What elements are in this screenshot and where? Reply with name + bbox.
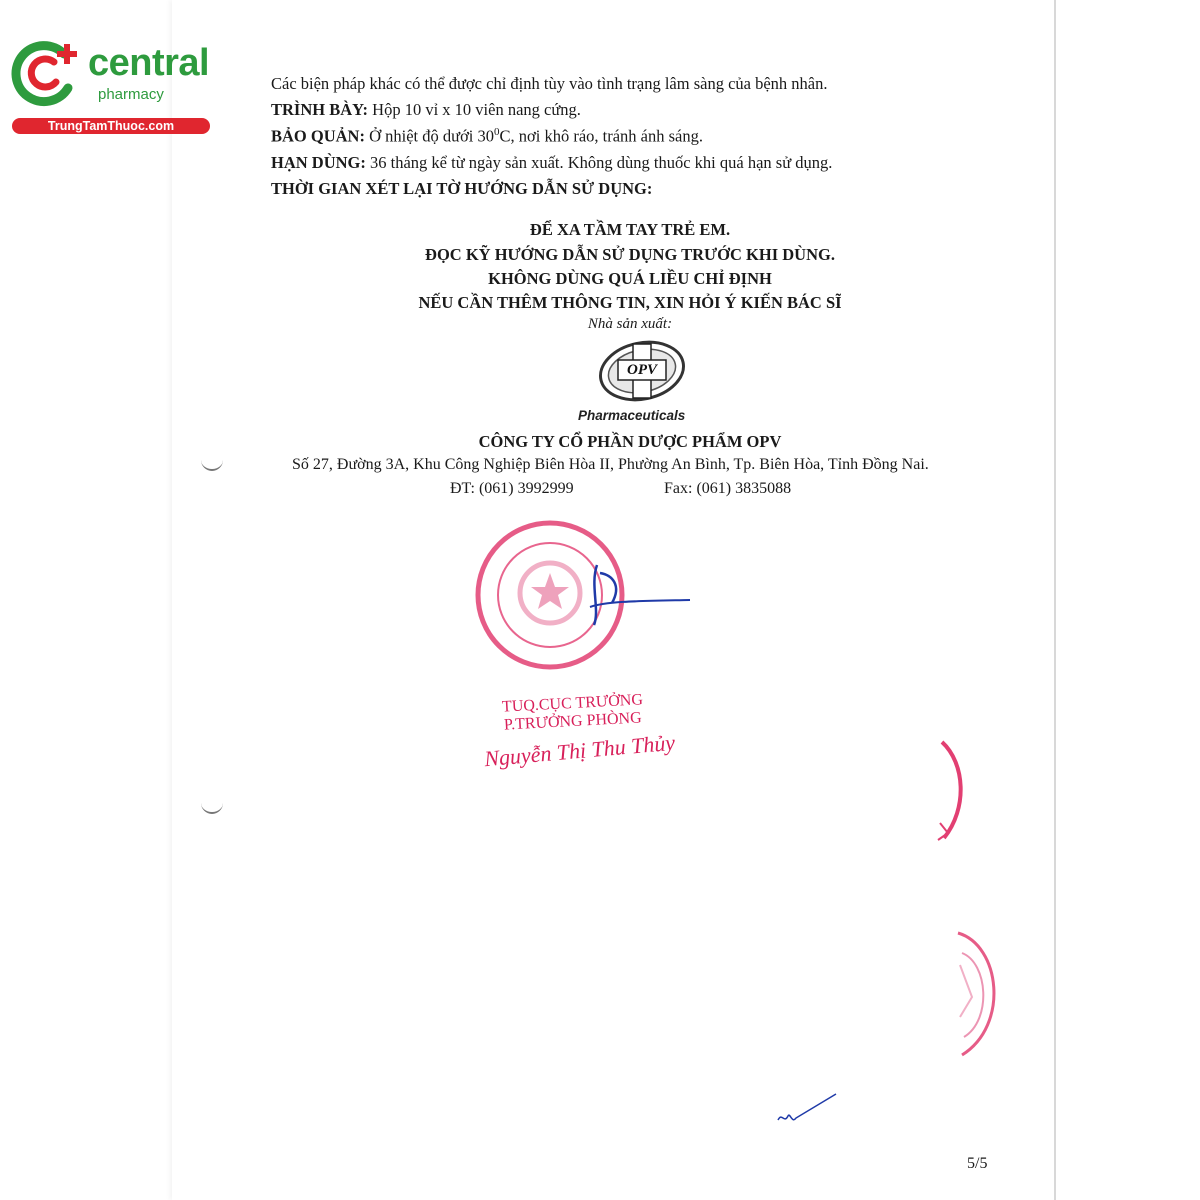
company-address: Số 27, Đường 3A, Khu Công Nghiệp Biên Hòa II, Phường An Bình, Tp. Biên Hòa, Tỉnh Đồng Nai.	[292, 456, 929, 473]
opv-logo-text: OPV	[627, 362, 657, 378]
brand-sub: pharmacy	[98, 86, 164, 103]
expiry-label: HẠN DÙNG:	[271, 153, 366, 172]
storage-sup: 0	[494, 126, 500, 138]
signatory-title-2: P.TRƯỞNG PHÒNG	[503, 709, 643, 734]
storage-text-b: C, nơi khô ráo, tránh ánh sáng.	[499, 126, 703, 146]
warning-4: NẾU CẦN THÊM THÔNG TIN, XIN HỎI Ý KIẾN BÁC SĨ	[418, 293, 842, 312]
company-phone: ĐT: (061) 3992999	[450, 480, 574, 497]
storage-text-a: Ở nhiệt độ dưới 30	[364, 126, 495, 146]
warning-2: ĐỌC KỸ HƯỚNG DẪN SỬ DỤNG TRƯỚC KHI DÙNG.	[425, 245, 835, 264]
expiry-line	[271, 153, 832, 173]
warning-3: KHÔNG DÙNG QUÁ LIỀU CHỈ ĐỊNH	[488, 269, 772, 288]
page-number: 5/5	[967, 1155, 988, 1172]
storage-line	[271, 126, 703, 147]
pharmaceuticals-label: Pharmaceuticals	[578, 408, 686, 423]
initials-mark	[774, 1090, 838, 1130]
presentation-text: Hộp 10 vỉ x 10 viên nang cứng.	[368, 100, 581, 119]
brand-site: TrungTamThuoc.com	[12, 118, 210, 134]
review-heading: THỜI GIAN XÉT LẠI TỜ HƯỚNG DẪN SỬ DỤNG:	[271, 179, 653, 198]
company-stamp-partial	[940, 925, 1010, 1065]
presentation-label: TRÌNH BÀY:	[271, 100, 369, 119]
partial-stamp-mark	[930, 738, 980, 848]
manufacturer-label: Nhà sản xuất:	[587, 316, 673, 332]
company-name: CÔNG TY CỔ PHẦN DƯỢC PHẨM OPV	[478, 432, 782, 451]
storage-label: BẢO QUẢN:	[271, 126, 365, 146]
expiry-text: 36 tháng kể từ ngày sản xuất. Không dùng thuốc khi quá hạn sử dụng.	[365, 153, 833, 172]
warning-1: ĐỂ XA TẦM TAY TRẺ EM.	[529, 220, 731, 239]
brand-name: central	[88, 42, 210, 84]
signatory-name: Nguyễn Thị Thu Thủy	[483, 729, 676, 772]
other-measures-text: Các biện pháp khác có thể được chỉ định tùy vào tình trạng lâm sàng của bệnh nhân.	[271, 74, 828, 93]
signatory-title-1: TUQ.CỤC TRƯỞNG	[501, 691, 644, 716]
central-pharmacy-logo[interactable]	[10, 38, 215, 136]
central-logo-icon	[10, 38, 88, 108]
opv-logo	[596, 338, 688, 404]
ministry-stamp	[472, 515, 702, 675]
company-fax: Fax: (061) 3835088	[664, 480, 792, 497]
presentation-line	[271, 100, 581, 120]
